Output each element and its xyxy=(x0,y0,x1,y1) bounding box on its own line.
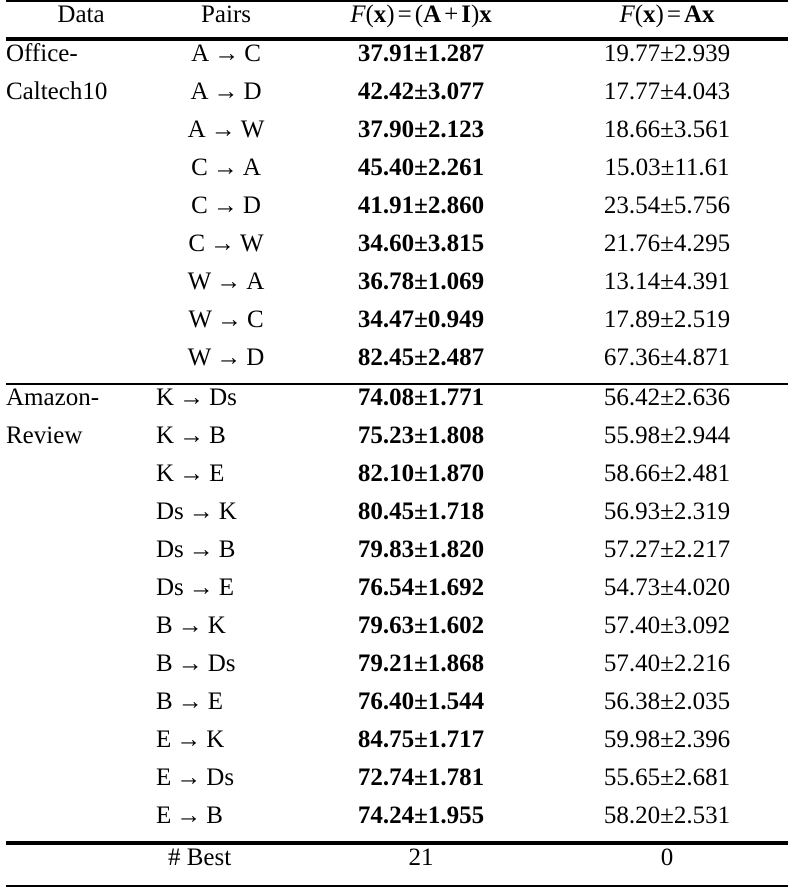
value-f-a-plus-i: 72.74±1.781 xyxy=(357,764,485,791)
identity-matrix-col3: I xyxy=(461,1,471,28)
pair-target: D xyxy=(243,78,262,105)
pair-source: B xyxy=(156,688,173,715)
table-row xyxy=(6,193,788,231)
matrix-a-col4: A xyxy=(683,1,703,28)
footer-row-best-count xyxy=(6,844,788,886)
pair-target: A xyxy=(242,154,261,181)
arrow-icon: → xyxy=(210,230,236,257)
pair-target: B xyxy=(209,422,226,449)
paren-close-col3: ) xyxy=(386,1,395,28)
pair-target: Ds xyxy=(206,764,235,791)
section-name-spacer xyxy=(6,537,156,575)
arrow-icon: → xyxy=(176,764,202,791)
value-f-a-plus-i: 34.47±0.949 xyxy=(357,306,485,333)
expr-paren-close-col3: ) xyxy=(470,1,480,28)
value-f-a: 56.93±2.319 xyxy=(603,498,731,525)
pair-source: E xyxy=(156,802,172,829)
value-f-a: 21.76±4.295 xyxy=(603,230,731,257)
value-f-a-plus-i: 80.45±1.718 xyxy=(357,498,485,525)
fn-name-col3: F xyxy=(350,1,366,28)
pair-cell xyxy=(156,727,296,765)
value-f-a-plus-i: 79.83±1.820 xyxy=(357,536,485,563)
table-body xyxy=(6,40,788,887)
pair-source: B xyxy=(156,650,173,677)
paren-close-col4: ) xyxy=(655,1,664,28)
value-f-a: 17.89±2.519 xyxy=(603,306,731,333)
table-row xyxy=(6,765,788,803)
table-row xyxy=(6,385,788,423)
section-name-spacer xyxy=(6,193,156,231)
value-f-a: 57.27±2.217 xyxy=(603,536,731,563)
arrow-icon: → xyxy=(179,460,205,487)
pair-target: D xyxy=(242,192,261,219)
pair-source: A xyxy=(190,78,209,105)
section-name-spacer xyxy=(6,727,156,765)
value-f-a-plus-i: 75.23±1.808 xyxy=(357,422,485,449)
value-f-a: 17.77±4.043 xyxy=(603,78,731,105)
section-name-spacer xyxy=(6,651,156,689)
pair-target: B xyxy=(206,802,223,829)
arrow-icon: → xyxy=(177,650,203,677)
value-f-a: 57.40±2.216 xyxy=(603,650,731,677)
section-name-spacer xyxy=(6,269,156,307)
table-row xyxy=(6,307,788,345)
arrow-icon: → xyxy=(216,268,242,295)
pair-cell xyxy=(156,269,296,307)
table-row xyxy=(6,79,788,117)
section-name-spacer xyxy=(6,231,156,269)
table-row xyxy=(6,117,788,155)
table-row xyxy=(6,269,788,307)
section-name-line: Review xyxy=(6,422,83,449)
fn-name-col4: F xyxy=(619,1,635,28)
pair-target: Ds xyxy=(209,384,237,411)
value-f-a: 18.66±3.561 xyxy=(603,116,731,143)
pair-target: K xyxy=(218,498,237,525)
value-f-a: 23.54±5.756 xyxy=(603,192,731,219)
pair-cell xyxy=(156,461,296,499)
footer-count-f-a-plus-i: 21 xyxy=(408,844,434,871)
pair-cell xyxy=(156,423,296,461)
pair-cell xyxy=(156,193,296,231)
results-table xyxy=(6,0,788,887)
value-f-a-plus-i: 34.60±3.815 xyxy=(357,230,485,257)
pair-cell xyxy=(156,385,296,423)
expr-paren-open-col3: ( xyxy=(414,1,424,28)
pair-target: D xyxy=(246,344,265,371)
section-name-spacer xyxy=(6,765,156,803)
value-f-a-plus-i: 84.75±1.717 xyxy=(357,726,485,753)
pair-source: C xyxy=(191,154,208,181)
section-name-spacer xyxy=(6,689,156,727)
value-f-a: 19.77±2.939 xyxy=(603,40,731,67)
value-f-a: 58.66±2.481 xyxy=(603,460,731,487)
pair-source: Ds xyxy=(156,574,184,601)
vector-x-col4: x xyxy=(702,1,715,28)
pair-cell xyxy=(156,689,296,727)
value-f-a: 54.73±4.020 xyxy=(603,574,731,601)
value-f-a-plus-i: 41.91±2.860 xyxy=(357,192,485,219)
arrow-icon: → xyxy=(214,40,240,67)
pair-target: K xyxy=(207,612,226,639)
arrow-icon: → xyxy=(213,78,239,105)
table-row xyxy=(6,689,788,727)
pair-cell xyxy=(156,499,296,537)
pair-source: K xyxy=(156,384,175,411)
value-f-a: 55.98±2.944 xyxy=(603,422,731,449)
value-f-a-plus-i: 36.78±1.069 xyxy=(357,268,485,295)
pair-cell xyxy=(156,231,296,269)
section-name-spacer xyxy=(6,613,156,651)
value-f-a-plus-i: 79.21±1.868 xyxy=(357,650,485,677)
table-row xyxy=(6,155,788,193)
table-row xyxy=(6,423,788,461)
matrix-a-col3: A xyxy=(423,1,442,28)
rule-bottom xyxy=(6,886,788,887)
pair-cell xyxy=(156,575,296,613)
value-f-a-plus-i: 76.40±1.544 xyxy=(357,688,485,715)
pair-source: A xyxy=(187,116,206,143)
equals-col4: = xyxy=(666,1,681,28)
arrow-icon: → xyxy=(188,498,214,525)
pair-source: W xyxy=(187,268,212,295)
value-f-a: 67.36±4.871 xyxy=(603,344,731,371)
table-row xyxy=(6,803,788,842)
pair-source: K xyxy=(156,422,175,449)
vector-x-col3: x xyxy=(479,1,492,28)
column-header-data: Data xyxy=(57,1,105,28)
section-name-spacer xyxy=(6,499,156,537)
pair-target: E xyxy=(207,688,223,715)
section-name-spacer xyxy=(6,461,156,499)
value-f-a: 59.98±2.396 xyxy=(603,726,731,753)
arrow-icon: → xyxy=(212,154,238,181)
table-row xyxy=(6,537,788,575)
table-row xyxy=(6,345,788,384)
vector-x-arg-col3: x xyxy=(373,1,387,28)
pair-cell xyxy=(156,40,296,79)
value-f-a-plus-i: 82.45±2.487 xyxy=(357,344,485,371)
pair-cell xyxy=(156,765,296,803)
table-row xyxy=(6,727,788,765)
value-f-a: 13.14±4.391 xyxy=(603,268,731,295)
pair-source: C xyxy=(191,192,208,219)
section-name-line: Amazon- xyxy=(6,384,100,411)
paren-open-col4: ( xyxy=(634,1,644,28)
value-f-a: 58.20±2.531 xyxy=(603,802,731,829)
pair-source: A xyxy=(191,40,210,67)
pair-cell xyxy=(156,79,296,117)
arrow-icon: → xyxy=(179,384,205,411)
table-row xyxy=(6,461,788,499)
pair-source: C xyxy=(188,230,206,257)
plus-col3: + xyxy=(444,1,459,28)
arrow-icon: → xyxy=(216,306,242,333)
section-name-line: Caltech10 xyxy=(6,78,108,105)
table-header-row xyxy=(6,2,788,38)
arrow-icon: → xyxy=(177,688,203,715)
paren-open-col3: ( xyxy=(365,1,374,28)
value-f-a-plus-i: 37.91±1.287 xyxy=(357,40,485,67)
section-name-spacer xyxy=(6,803,156,842)
pair-cell xyxy=(156,537,296,575)
pair-cell xyxy=(156,345,296,384)
table-row xyxy=(6,231,788,269)
value-f-a: 56.38±2.035 xyxy=(603,688,731,715)
arrow-icon: → xyxy=(176,802,202,829)
footer-label: # Best xyxy=(168,844,232,871)
pair-source: Ds xyxy=(156,536,184,563)
pair-target: K xyxy=(206,726,225,753)
section-name-spacer xyxy=(6,345,156,384)
pair-target: C xyxy=(246,306,264,333)
value-f-a-plus-i: 79.63±1.602 xyxy=(357,612,485,639)
pair-target: E xyxy=(209,460,225,487)
pair-target: C xyxy=(244,40,261,67)
pair-cell xyxy=(156,117,296,155)
table-row xyxy=(6,40,788,79)
value-f-a-plus-i: 42.42±3.077 xyxy=(357,78,485,105)
column-header-f-a-plus-i xyxy=(296,2,546,38)
pair-target: Ds xyxy=(207,650,236,677)
arrow-icon: → xyxy=(177,612,203,639)
arrow-icon: → xyxy=(216,344,242,371)
pair-cell xyxy=(156,307,296,345)
table-row xyxy=(6,651,788,689)
pair-source: W xyxy=(188,306,212,333)
value-f-a-plus-i: 37.90±2.123 xyxy=(357,116,485,143)
pair-target: W xyxy=(240,116,265,143)
pair-cell xyxy=(156,155,296,193)
pair-cell xyxy=(156,613,296,651)
section-name-spacer xyxy=(6,117,156,155)
pair-source: E xyxy=(156,726,172,753)
vector-x-arg-col4: x xyxy=(643,1,656,28)
value-f-a: 57.40±3.092 xyxy=(603,612,731,639)
arrow-icon: → xyxy=(210,116,236,143)
pair-target: E xyxy=(218,574,235,601)
pair-target: W xyxy=(240,230,264,257)
equals-col3: = xyxy=(397,1,412,28)
value-f-a-plus-i: 74.08±1.771 xyxy=(357,384,485,411)
table-row xyxy=(6,575,788,613)
pair-source: B xyxy=(156,612,173,639)
value-f-a: 55.65±2.681 xyxy=(603,764,731,791)
table-row xyxy=(6,499,788,537)
footer-spacer xyxy=(6,844,156,886)
pair-source: Ds xyxy=(156,498,184,525)
column-header-f-a xyxy=(546,2,788,38)
value-f-a-plus-i: 82.10±1.870 xyxy=(357,460,485,487)
pair-target: B xyxy=(218,536,236,563)
column-header-pairs: Pairs xyxy=(201,1,251,28)
arrow-icon: → xyxy=(188,574,214,601)
pair-cell xyxy=(156,803,296,842)
section-name-spacer xyxy=(6,575,156,613)
value-f-a-plus-i: 76.54±1.692 xyxy=(357,574,485,601)
value-f-a-plus-i: 74.24±1.955 xyxy=(357,802,485,829)
pair-source: W xyxy=(187,344,212,371)
table-row xyxy=(6,613,788,651)
pair-source: K xyxy=(156,460,175,487)
value-f-a: 56.42±2.636 xyxy=(603,384,731,411)
section-name-spacer xyxy=(6,155,156,193)
arrow-icon: → xyxy=(176,726,202,753)
arrow-icon: → xyxy=(188,536,214,563)
value-f-a: 15.03±11.61 xyxy=(604,154,730,181)
footer-count-f-a: 0 xyxy=(660,844,674,871)
pair-source: E xyxy=(156,764,172,791)
section-name-spacer xyxy=(6,307,156,345)
value-f-a-plus-i: 45.40±2.261 xyxy=(357,154,485,181)
arrow-icon: → xyxy=(179,422,205,449)
arrow-icon: → xyxy=(212,192,238,219)
pair-target: A xyxy=(246,268,265,295)
section-name-line: Office- xyxy=(6,40,78,67)
pair-cell xyxy=(156,651,296,689)
